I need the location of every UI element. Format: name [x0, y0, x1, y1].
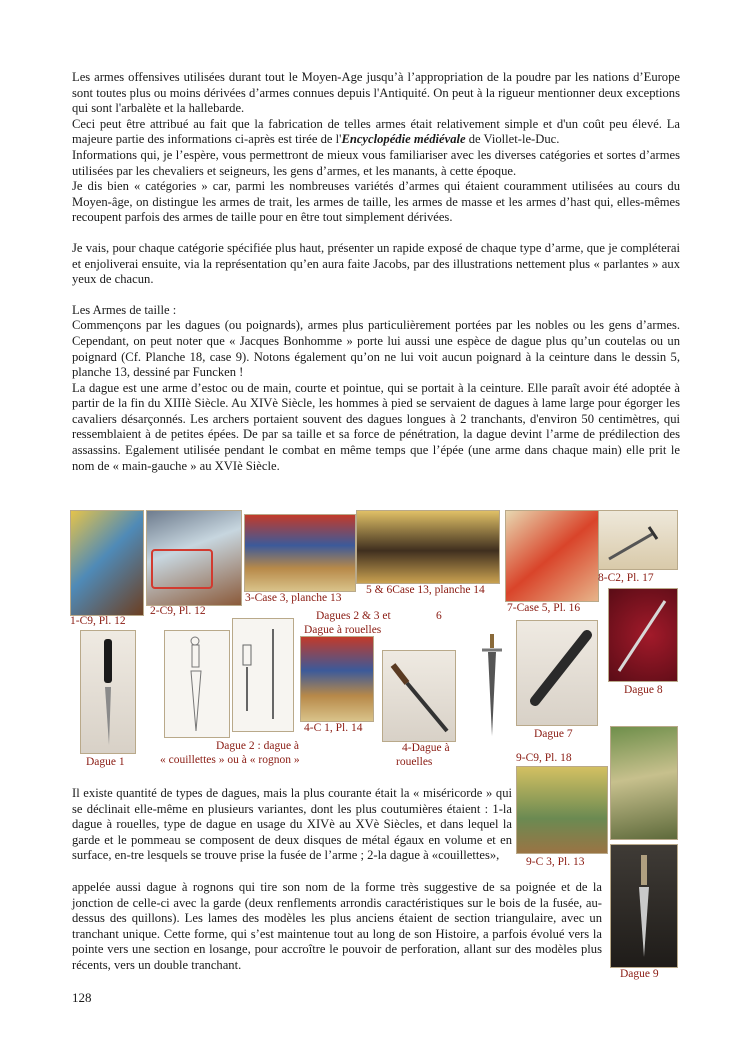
caption-10: Dague 1 [86, 756, 125, 768]
paragraph-plan: Je vais, pour chaque catégorie spécifiée plus haut, présenter un rapide exposé de chaque type d’arme, que je compléterai et enjoliverai ensuite, via la représentation qu’en aura faite Jacobs, par des illustrations nettement plus « parlantes » aux yeux de chacun. [72, 240, 680, 287]
paragraph-intro: Les armes offensives utilisées durant tout le Moyen-Age jusqu’à l’appropriation de la poudre par les nations d’Europe sont toutes plus ou moins dérivées d’armes connues depuis l'Antiquité. On peut à la rigueur mentionner deux exceptions qui sont l'arbalète et la hallebarde. [72, 70, 680, 116]
comic-panel-4 [356, 510, 500, 584]
paragraph-info: Informations qui, je l’espère, vous permettront de mieux vous familiariser avec les diverses catégories et sortes d’armes utilisées par les chevaliers et seigneurs, les gens d’armes, et les manants, à cette époque. [72, 147, 680, 178]
caption-6: 8-C2, Pl. 17 [598, 572, 654, 584]
photo-dague-9 [610, 844, 678, 968]
sketch-dague-2 [164, 630, 230, 738]
caption-17: Dague 9 [620, 968, 659, 980]
body-text-bottom-narrow [72, 786, 512, 864]
caption-7b: Dague à rouelles [304, 624, 382, 636]
caption-5: 7-Case 5, Pl. 16 [507, 602, 581, 614]
paragraph-dague-def: La dague est une arme d’estoc ou de main, courte et pointue, qui se portait à la ceinture. Elle paraît avoir été adoptée à partir de la fin du XIIIè Siècle. Au XIVè Siècle, les hommes à pied se servaient de dagues à lame large pour égorger les cavaliers désarçonnés. Les archers portaient souvent des dagues longues à 2 tranchants, d'environ 50 centimètres, qui ressemblaient à de petites épées. De par sa taille et sa force de pénétration, la dague devint l’arme de prédilection des assassins. Egalement utilisée pendant le combat en même temps que l’épée (une arme dans chaque main) elle prit le nom de « main-gauche » au XVIè Siècle. [72, 380, 680, 473]
comic-panel-2 [146, 510, 242, 606]
paragraph-dagues: Commençons par les dagues (ou poignards), armes plus particulièrement portées par les nobles ou les gens d’armes. Cependant, on peut noter que « Jacques Bonhomme » porte lui aussi une espèce de dague plus qu’un coutelas ou un poignard (Cf. Planche 18, case 9). Notons également qu’on ne lui voit aucun poignard à la ceinture dans le dessin 5, planche 13, dessiné par Funcken ! [72, 318, 680, 380]
photo-dague-rouelles [382, 650, 456, 742]
sketch-dague-3 [232, 618, 294, 732]
paragraph-categories: Je dis bien « catégories » car, parmi les nombreuses variétés d’armes qui étaient couramment utilisées au cours du Moyen-âge, on distingue les armes de trait, les armes de taille, les armes de masse et les armes d’hast qui, elles-mêmes recoupent parfois des armes de taille pour en être tout simplement dérivées. [72, 179, 680, 225]
caption-13a: 4-Dague à [402, 742, 450, 754]
caption-4: 5 & 6Case 13, planche 14 [366, 584, 485, 596]
caption-11b: « couillettes » ou à « rognon » [160, 754, 300, 766]
photo-dague-1 [80, 630, 136, 754]
photo-dague-8 [608, 588, 678, 682]
caption-8: 6 [436, 610, 442, 622]
photo-dague-6 [466, 628, 506, 740]
body-text-top [72, 70, 680, 474]
caption-1: 1-C9, Pl. 12 [70, 615, 126, 627]
caption-15: 9-C9, Pl. 18 [516, 752, 572, 764]
paragraph-types: Il existe quantité de types de dagues, mais la plus courante était la « miséricorde » qui se déclinait elle-même en plusieurs variantes, dont les plus coutumières étaient : 1-la dague à rouelles, type de dague en usage du XIVè au XVè Siècles, et dans lequel la garde et le pommeau se composent de deux disques de métal égaux en volume et en surface, en-tre lesquels se trouve prise la fusée de l’arme ; 2-la dague à «couillettes», [72, 786, 512, 863]
comic-panel-1 [70, 510, 144, 616]
comic-panel-4-c1 [300, 636, 374, 722]
caption-2: 2-C9, Pl. 12 [150, 605, 206, 617]
highlight-frame [151, 549, 213, 589]
caption-11a: Dague 2 : dague à [216, 740, 300, 752]
comic-panel-right [610, 726, 678, 840]
caption-3: 3-Case 3, planche 13 [245, 592, 342, 604]
photo-dague-7 [516, 620, 598, 726]
caption-9: Dague 8 [624, 684, 663, 696]
comic-panel-3 [244, 514, 356, 592]
comic-panel-6 [598, 510, 678, 570]
body-text-bottom-wide [72, 880, 602, 974]
paragraph-source: Ceci peut être attribué au fait que la fabrication de telles armes était relativement simple et d'un coût peu élevé. La majeure partie des informations ci-après est tirée de l'Encyclopédie médiévale de Viollet-le-Duc. [72, 116, 680, 147]
comic-panel-9-c9 [516, 766, 608, 854]
comic-panel-5 [505, 510, 599, 602]
caption-12: 4-C 1, Pl. 14 [304, 722, 363, 734]
encyclopedia-title: Encyclopédie médiévale [341, 132, 466, 147]
caption-7a: Dagues 2 & 3 et [316, 610, 391, 622]
caption-14: Dague 7 [534, 728, 573, 740]
caption-13b: rouelles [396, 756, 433, 768]
caption-16: 9-C 3, Pl. 13 [526, 856, 585, 868]
page-number: 128 [72, 990, 92, 1005]
dagger-drawing-icon [599, 511, 677, 569]
section-heading: Les Armes de taille : [72, 302, 177, 317]
paragraph-rognons: appelée aussi dague à rognons qui tire son nom de la forme très suggestive de sa poignée et de la jonction de celle-ci avec la garde (deux renflements arrondis caractéristiques sur le bois de la fusée, au-dessus des quillons). Les lames des modèles les plus anciens étaient de section triangulaire, avec un tranchant unique. Cette forme, qui s’est maintenue tout au long de son Histoire, a parfois évolué vers la pointe vers une section en losange, pour accroître le pouvoir de perforation, allant sur des modèles plus récents, vers un double tranchant. [72, 880, 602, 972]
